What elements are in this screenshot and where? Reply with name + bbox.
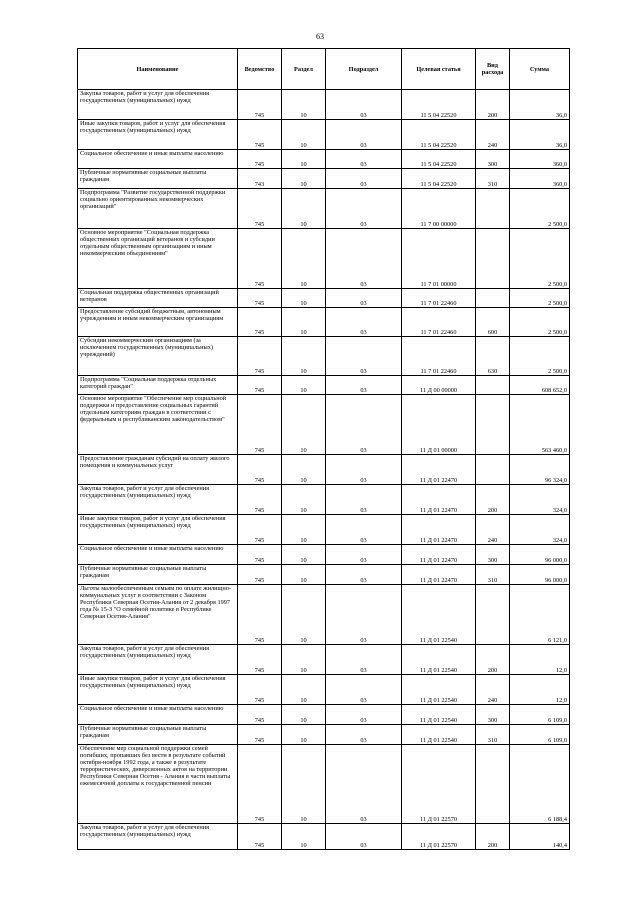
row-ved: 745 — [238, 120, 282, 150]
row-ved: 745 — [238, 150, 282, 169]
row-ved: 745 — [238, 705, 282, 725]
row-razdel: 10 — [282, 824, 326, 850]
row-target-article: 11 Д 01 22540 — [402, 705, 476, 725]
row-podrazdel: 03 — [326, 485, 402, 515]
row-expense-type: 240 — [476, 120, 510, 150]
row-razdel: 10 — [282, 229, 326, 289]
row-expense-type — [476, 585, 510, 645]
row-expense-type: 240 — [476, 675, 510, 705]
row-name: Социальное обеспечение и иные выплаты населению — [78, 545, 238, 565]
row-ved: 745 — [238, 337, 282, 376]
row-podrazdel: 03 — [326, 376, 402, 395]
row-sum: 2 500,0 — [510, 289, 570, 308]
row-name: Социальная поддержка общественных организаций ветеранов — [78, 289, 238, 308]
row-sum: 12,0 — [510, 675, 570, 705]
table-row — [78, 565, 570, 585]
row-name: Социальное обеспечение и иные выплаты населению — [78, 150, 238, 169]
row-name: Льготы малообеспеченным семьям по оплате жилищно-коммунальных услуг в соответствии с Законом Республики Северная Осетия-Алания от 2 декабря 1997 года № 15-З "О семейной политике в Республике Северная Осетия-Алания" — [78, 585, 238, 645]
row-ved: 745 — [238, 395, 282, 455]
budget-table — [77, 48, 570, 850]
header-podrazdel: Подраздел — [326, 49, 402, 90]
table-row — [78, 308, 570, 337]
row-ved: 745 — [238, 289, 282, 308]
row-target-article: 11 5 04 22520 — [402, 90, 476, 120]
row-sum: 6 109,0 — [510, 725, 570, 745]
row-razdel: 10 — [282, 337, 326, 376]
row-expense-type: 310 — [476, 565, 510, 585]
row-name: Публичные нормативные социальные выплаты гражданам — [78, 169, 238, 189]
row-name: Публичные нормативные социальные выплаты гражданам — [78, 565, 238, 585]
row-expense-type: 600 — [476, 308, 510, 337]
row-podrazdel: 03 — [326, 395, 402, 455]
row-sum: 608 652,0 — [510, 376, 570, 395]
row-razdel: 10 — [282, 725, 326, 745]
table-row — [78, 585, 570, 645]
row-sum: 6 121,0 — [510, 585, 570, 645]
row-podrazdel: 03 — [326, 515, 402, 545]
row-razdel: 10 — [282, 645, 326, 675]
row-target-article: 11 5 04 22520 — [402, 150, 476, 169]
header-sum: Сумма — [510, 49, 570, 90]
table-row — [78, 337, 570, 376]
row-expense-type: 200 — [476, 824, 510, 850]
row-name: Подпрограмма "Социальная поддержка отдельных категорий граждан" — [78, 376, 238, 395]
row-ved: 745 — [238, 308, 282, 337]
row-name: Иные закупки товаров, работ и услуг для обеспечения государственных (муниципальных) нужд — [78, 120, 238, 150]
row-target-article: 11 7 01 22460 — [402, 337, 476, 376]
row-podrazdel: 03 — [326, 229, 402, 289]
row-target-article: 11 Д 01 22540 — [402, 645, 476, 675]
row-name: Предоставление субсидий бюджетным, автономным учреждениям и иным некоммерческим организациям — [78, 308, 238, 337]
row-ved: 745 — [238, 725, 282, 745]
row-target-article: 11 Д 01 00000 — [402, 395, 476, 455]
row-name: Закупка товаров, работ и услуг для обеспечения государственных (муниципальных) нужд — [78, 824, 238, 850]
row-podrazdel: 03 — [326, 565, 402, 585]
page-number: 63 — [316, 32, 324, 41]
row-razdel: 10 — [282, 745, 326, 824]
row-name: Публичные нормативные социальные выплаты гражданам — [78, 725, 238, 745]
row-name: Социальное обеспечение и иные выплаты населению — [78, 705, 238, 725]
row-expense-type: 310 — [476, 725, 510, 745]
row-target-article: 11 Д 01 22540 — [402, 725, 476, 745]
row-razdel: 10 — [282, 289, 326, 308]
row-ved: 745 — [238, 376, 282, 395]
row-sum: 360,0 — [510, 150, 570, 169]
row-name: Иные закупки товаров, работ и услуг для обеспечения государственных (муниципальных) нужд — [78, 675, 238, 705]
row-ved: 745 — [238, 90, 282, 120]
row-podrazdel: 03 — [326, 150, 402, 169]
row-podrazdel: 03 — [326, 824, 402, 850]
row-razdel: 10 — [282, 675, 326, 705]
header-expense-type: Вид расхода — [476, 49, 510, 90]
row-sum: 96 000,0 — [510, 545, 570, 565]
header-target-article: Целевая статья — [402, 49, 476, 90]
row-name: Закупка товаров, работ и услуг для обеспечения государственных (муниципальных) нужд — [78, 645, 238, 675]
row-expense-type: 300 — [476, 150, 510, 169]
table-row — [78, 229, 570, 289]
row-target-article: 11 Д 00 00000 — [402, 376, 476, 395]
table-row — [78, 824, 570, 850]
row-ved: 745 — [238, 515, 282, 545]
row-name: Основное мероприятие "Социальная поддержка общественных организаций ветеранов и субсидии отдельным общественным организациям и иным некоммерческим объединениям" — [78, 229, 238, 289]
row-expense-type: 300 — [476, 545, 510, 565]
row-razdel: 10 — [282, 150, 326, 169]
row-razdel: 10 — [282, 376, 326, 395]
row-expense-type: 630 — [476, 337, 510, 376]
row-sum: 324,0 — [510, 515, 570, 545]
row-sum: 2 500,0 — [510, 229, 570, 289]
table-row — [78, 745, 570, 824]
row-podrazdel: 03 — [326, 90, 402, 120]
table-row — [78, 485, 570, 515]
row-razdel: 10 — [282, 189, 326, 229]
row-target-article: 11 5 04 22520 — [402, 120, 476, 150]
row-name: Подпрограмма "Развитие государственной поддержки социально ориентированных некоммерческих организаций" — [78, 189, 238, 229]
row-sum: 36,0 — [510, 90, 570, 120]
row-target-article: 11 Д 01 22540 — [402, 675, 476, 705]
row-target-article: 11 7 01 22460 — [402, 289, 476, 308]
row-podrazdel: 03 — [326, 289, 402, 308]
row-ved: 745 — [238, 824, 282, 850]
row-ved: 745 — [238, 455, 282, 485]
row-sum: 140,4 — [510, 824, 570, 850]
row-sum: 2 500,0 — [510, 189, 570, 229]
row-target-article: 11 Д 01 22540 — [402, 585, 476, 645]
row-expense-type — [476, 745, 510, 824]
table-row — [78, 189, 570, 229]
table-row — [78, 395, 570, 455]
row-sum: 324,0 — [510, 485, 570, 515]
row-expense-type — [476, 229, 510, 289]
table-row — [78, 675, 570, 705]
row-name: Предоставление гражданам субсидий на оплату жилого помещения и коммунальных услуг — [78, 455, 238, 485]
row-name: Закупка товаров, работ и услуг для обеспечения государственных (муниципальных) нужд — [78, 485, 238, 515]
row-target-article: 11 Д 01 22470 — [402, 565, 476, 585]
row-podrazdel: 03 — [326, 120, 402, 150]
table-row — [78, 169, 570, 189]
row-sum: 96 000,0 — [510, 565, 570, 585]
row-ved: 745 — [238, 565, 282, 585]
row-target-article: 11 7 00 00000 — [402, 189, 476, 229]
row-expense-type — [476, 189, 510, 229]
header-razdel: Раздел — [282, 49, 326, 90]
row-razdel: 10 — [282, 565, 326, 585]
row-expense-type — [476, 289, 510, 308]
row-podrazdel: 03 — [326, 169, 402, 189]
table-row — [78, 645, 570, 675]
table-header-row — [78, 49, 570, 90]
row-expense-type — [476, 395, 510, 455]
table-row — [78, 725, 570, 745]
row-expense-type: 200 — [476, 485, 510, 515]
header-ved: Ведомство — [238, 49, 282, 90]
row-sum: 2 500,0 — [510, 337, 570, 376]
row-razdel: 10 — [282, 120, 326, 150]
row-razdel: 10 — [282, 395, 326, 455]
table-row — [78, 90, 570, 120]
row-podrazdel: 03 — [326, 308, 402, 337]
row-target-article: 11 Д 01 22470 — [402, 545, 476, 565]
row-name: Основное мероприятие "Обеспечение мер социальной поддержки и предоставление социальных гарантий отдельным категориям граждан в соответствии с федеральным и республиканским законодательством" — [78, 395, 238, 455]
row-name: Иные закупки товаров, работ и услуг для обеспечения государственных (муниципальных) нужд — [78, 515, 238, 545]
row-podrazdel: 03 — [326, 705, 402, 725]
row-target-article: 11 Д 01 22570 — [402, 745, 476, 824]
row-sum: 6 109,0 — [510, 705, 570, 725]
table-row — [78, 705, 570, 725]
row-podrazdel: 03 — [326, 545, 402, 565]
row-ved: 745 — [238, 585, 282, 645]
table-row — [78, 376, 570, 395]
table-row — [78, 455, 570, 485]
row-podrazdel: 03 — [326, 675, 402, 705]
row-podrazdel: 03 — [326, 725, 402, 745]
row-podrazdel: 03 — [326, 645, 402, 675]
row-razdel: 10 — [282, 545, 326, 565]
row-razdel: 10 — [282, 455, 326, 485]
row-expense-type — [476, 455, 510, 485]
row-razdel: 10 — [282, 169, 326, 189]
row-target-article: 11 Д 01 22570 — [402, 824, 476, 850]
row-target-article: 11 Д 01 22470 — [402, 485, 476, 515]
row-name: Обеспечение мер социальной поддержки семей погибших, пропавших без вести в результате событий октября-ноября 1992 года, а также в результате террористических, диверсионных актов на территории Республики Северная Осетия - Алания в части выплаты ежемесячной доплаты к государственной пенсии — [78, 745, 238, 824]
row-ved: 745 — [238, 485, 282, 515]
row-ved: 745 — [238, 675, 282, 705]
row-target-article: 11 Д 01 22470 — [402, 515, 476, 545]
row-sum: 6 188,4 — [510, 745, 570, 824]
row-ved: 745 — [238, 545, 282, 565]
row-sum: 96 324,0 — [510, 455, 570, 485]
row-expense-type: 240 — [476, 515, 510, 545]
header-name: Наименование — [78, 49, 238, 90]
row-sum: 360,0 — [510, 169, 570, 189]
row-podrazdel: 03 — [326, 585, 402, 645]
row-target-article: 11 Д 01 22470 — [402, 455, 476, 485]
row-razdel: 10 — [282, 705, 326, 725]
row-expense-type — [476, 376, 510, 395]
row-expense-type: 310 — [476, 169, 510, 189]
row-razdel: 10 — [282, 515, 326, 545]
row-podrazdel: 03 — [326, 455, 402, 485]
row-ved: 743 — [238, 169, 282, 189]
row-name: Субсидии некоммерческим организациям (за исключением государственных (муниципальных) учреждений) — [78, 337, 238, 376]
table-row — [78, 545, 570, 565]
row-name: Закупка товаров, работ и услуг для обеспечения государственных (муниципальных) нужд — [78, 90, 238, 120]
row-target-article: 11 7 01 00000 — [402, 229, 476, 289]
table-row — [78, 150, 570, 169]
row-razdel: 10 — [282, 90, 326, 120]
row-razdel: 10 — [282, 308, 326, 337]
row-podrazdel: 03 — [326, 337, 402, 376]
row-ved: 745 — [238, 745, 282, 824]
row-ved: 745 — [238, 229, 282, 289]
row-sum: 36,0 — [510, 120, 570, 150]
row-ved: 745 — [238, 645, 282, 675]
row-sum: 2 500,0 — [510, 308, 570, 337]
row-target-article: 11 5 04 22520 — [402, 169, 476, 189]
row-sum: 563 460,0 — [510, 395, 570, 455]
row-expense-type: 300 — [476, 705, 510, 725]
row-target-article: 11 7 01 22460 — [402, 308, 476, 337]
row-ved: 745 — [238, 189, 282, 229]
table-row — [78, 515, 570, 545]
row-expense-type: 200 — [476, 90, 510, 120]
row-razdel: 10 — [282, 485, 326, 515]
row-razdel: 10 — [282, 585, 326, 645]
row-sum: 12,0 — [510, 645, 570, 675]
row-podrazdel: 03 — [326, 745, 402, 824]
table-row — [78, 120, 570, 150]
table-row — [78, 289, 570, 308]
row-expense-type: 200 — [476, 645, 510, 675]
row-podrazdel: 03 — [326, 189, 402, 229]
